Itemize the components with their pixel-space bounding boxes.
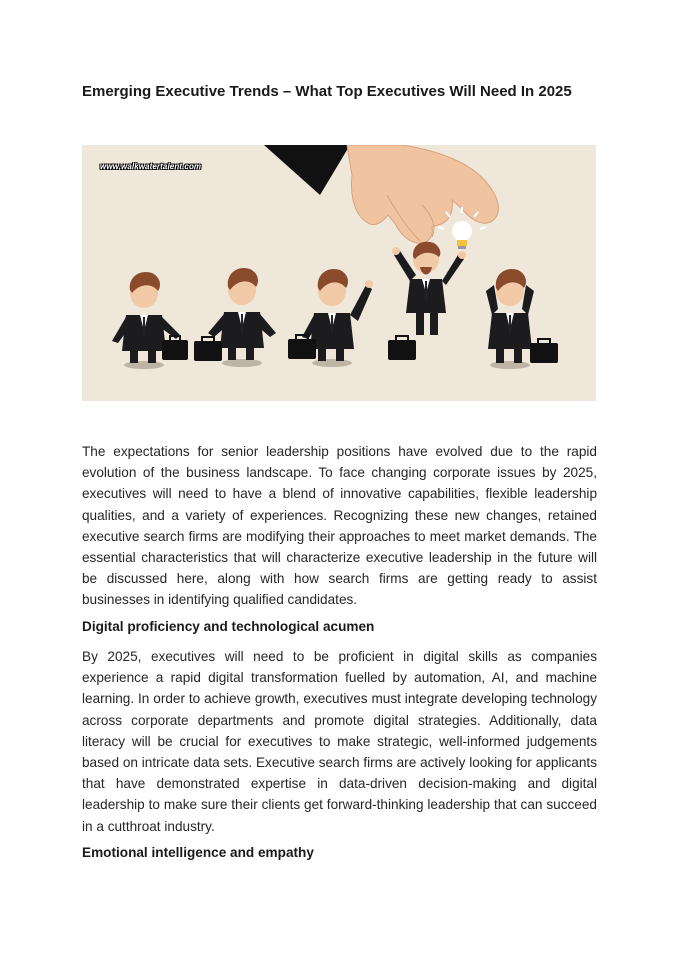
triangle-shape — [264, 145, 350, 195]
candidate-figure-3 — [288, 269, 373, 367]
candidate-figure-5 — [486, 269, 558, 369]
page-title: Emerging Executive Trends – What Top Executives Will Need In 2025 — [82, 83, 572, 100]
pointing-hand — [347, 145, 498, 243]
section-heading-digital: Digital proficiency and technological acumen — [82, 619, 375, 634]
candidate-figure-1 — [112, 272, 188, 369]
candidate-figure-2 — [194, 268, 276, 367]
watermark-url: www.walkwatertalent.com — [100, 162, 202, 171]
hero-illustration — [82, 145, 596, 401]
section-heading-emotional: Emotional intelligence and empathy — [82, 845, 314, 860]
hiring-illustration — [82, 145, 596, 401]
selected-candidate-figure — [388, 242, 466, 360]
section-body-digital: By 2025, executives will need to be proficient in digital skills as companies experience a rapid digital transformation fuelled by automation, AI, and machine learning. In order to achieve growth, executives must integrate developing technology across corporate departments and promote digital strategies. Additionally, data literacy will be crucial for executives to make strategic, well-informed judgements based on intricate data sets. Executive search firms are actively looking for applicants that have demonstrated expertise in data-driven decision-making and digital leadership to make sure their clients get forward-thinking leadership that can succeed in a cutthroat industry. — [82, 649, 597, 834]
intro-paragraph: The expectations for senior leadership positions have evolved due to the rapid evolution of the business landscape. To face changing corporate issues by 2025, executives will need to have a blend of innovative capabilities, flexible leadership qualities, and a variety of experiences. Recognizing these new changes, retained executive search firms are modifying their approaches to meet market demands. The essential characteristics that will characterize executive leadership in the future will be discussed here, along with how search firms are getting ready to assist businesses in identifying qualified candidates. — [82, 444, 597, 608]
